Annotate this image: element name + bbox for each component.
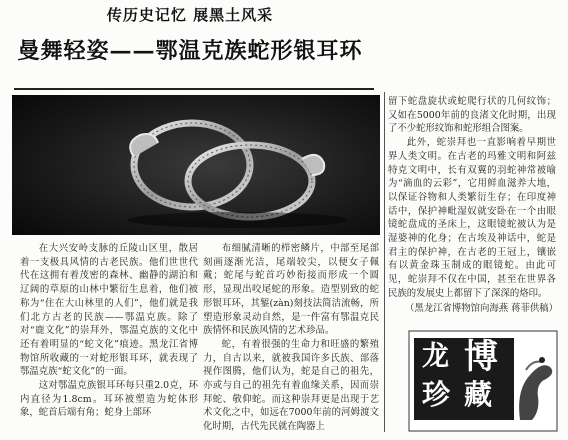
headline-rule xyxy=(14,88,374,90)
article-column-2 xyxy=(203,242,379,434)
article-credit: （黑龙江省博物馆向海燕 蒋菲供稿） xyxy=(405,303,558,314)
stamp-char-bo: 博 xyxy=(464,337,498,377)
bowu-zhencang-stamp xyxy=(408,330,558,432)
paragraph: 这对鄂温克族银耳环每只重2.0克，环内直径为1.8cm。耳环被塑造为蛇体形象，蛇首后端有角；蛇身上部环 xyxy=(20,380,198,419)
stamp-char-long: 龙 xyxy=(422,341,449,372)
paragraph: 布细腻清晰的栉密鳞片，中部至尾部刻画逐渐光洁，尾端较尖，以便女子佩戴；蛇尾与蛇首巧妙衔接而形成一个圆形，显现出咬尾蛇的形象。造型别致的蛇形银耳环，其錾(zàn)刻技法简洁流畅，所塑造形象灵动自然，是一件富有鄂温克民族情怀和民族风情的艺术珍品。 xyxy=(203,243,379,337)
stamp-char-zhen: 珍 xyxy=(422,378,451,411)
earrings-photo xyxy=(12,95,380,235)
article-headline: 曼舞轻姿——鄂温克族蛇形银耳环 xyxy=(17,38,363,64)
paragraph: 在大兴安岭支脉的丘陵山区里，散居着一支极具风情的古老民族。他们世世代代在这拥有着茂密的森林、幽静的湖泊和辽阔的草原的山林中繁衍生息着，他们被称为“住在大山林里的人们”，他们就是我们北方古老的民族——鄂温克族。除了对“鹿文化”的崇拜外，鄂温克族的文化中还有着明显的“蛇文化”痕迹。黑龙江省博物馆所收藏的一对蛇形银耳环，就表现了鄂温克族“蛇文化”的一面。 xyxy=(20,243,198,378)
paragraph: 留下蛇盘旋状或蛇爬行状的几何纹饰；又如在5000年前的良渚文化时期，出现了不少蛇形纹饰和蛇形组合图案。 xyxy=(388,96,556,135)
column-divider xyxy=(384,92,385,432)
paragraph: 蛇，有着很强的生命力和旺盛的繁殖力，自古以来，就被我国许多氏族、部落视作图腾，他们认为，蛇是自己的祖先，亦或与自己的祖先有着血缘关系，因而崇拜蛇、敬仰蛇。而这种崇拜更是出现于艺术文化之中，如远在7000年前的河姆渡文化时期，古代先民就在陶器上 xyxy=(203,338,379,433)
article-column-3 xyxy=(388,95,556,301)
section-kicker: 传历史记忆 展黑土风采 xyxy=(106,6,274,24)
paragraph: 此外，蛇崇拜也一直影响着早期世界人类文明。在古老的玛雅文明和阿兹特克文明中，长有双翼的羽蛇神常被喻为“滴血的云彩”，它用鲜血滋养大地，以保证谷物和人类繁衍生存；在印度神话中，保护神毗湿奴就安卧在一个由眼镜蛇盘成的圣床上，这眼镜蛇被认为是湿婆神的化身；在古埃及神话中，蛇是君主的保护神，在古老的王冠上，镶嵌有以黄金珠玉制成的眼镜蛇。由此可见，蛇崇拜不仅在中国，甚至在世界各民族的发展史上都留下了深深的烙印。 xyxy=(388,137,556,299)
article-column-1 xyxy=(20,242,198,420)
stamp-char-cang: 藏 xyxy=(464,378,493,411)
